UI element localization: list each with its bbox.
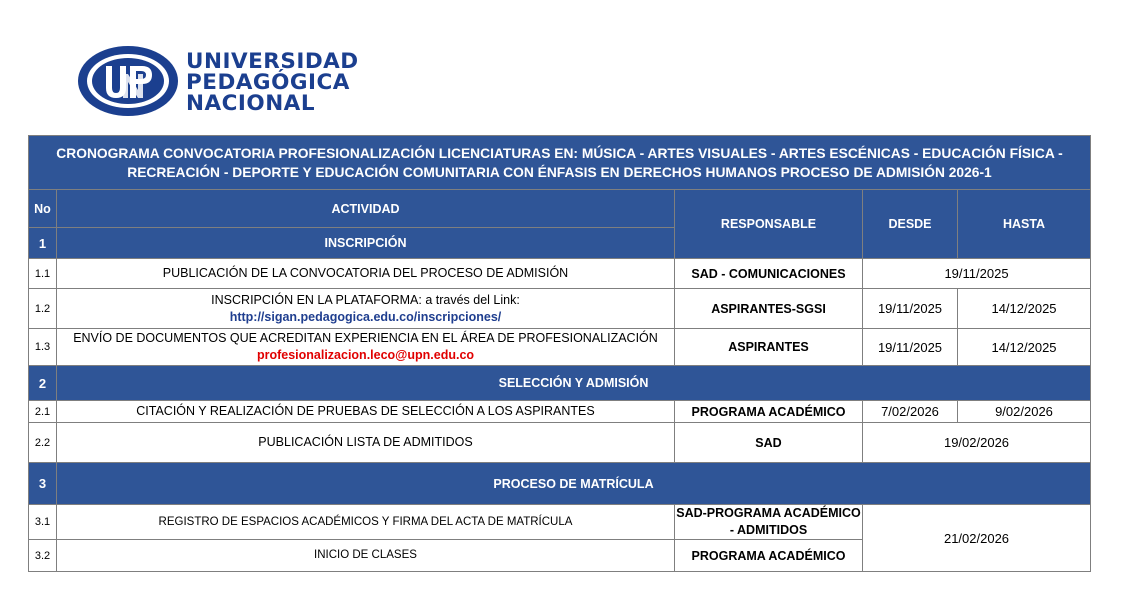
row-number: 2.2 bbox=[29, 423, 57, 463]
row-responsible: PROGRAMA ACADÉMICO bbox=[675, 401, 863, 423]
row-responsible-cont: - ADMITIDOS bbox=[729, 523, 808, 537]
table-row bbox=[29, 259, 1091, 289]
header-row bbox=[29, 190, 1091, 228]
row-number: 3.2 bbox=[29, 540, 57, 572]
registration-link[interactable]: http://sigan.pedagogica.edu.co/inscripciones/ bbox=[229, 309, 502, 324]
row-from-date: 7/02/2026 bbox=[863, 401, 958, 423]
row-number: 1.3 bbox=[29, 329, 57, 366]
table-row bbox=[29, 289, 1091, 329]
table-title bbox=[29, 136, 1091, 190]
row-number: 3.1 bbox=[29, 505, 57, 540]
section-row bbox=[29, 366, 1091, 401]
row-responsible: SAD bbox=[675, 423, 863, 463]
section-number: 1 bbox=[29, 228, 57, 259]
table-row bbox=[29, 423, 1091, 463]
shared-date: 21/02/2026 bbox=[863, 505, 1091, 572]
university-name bbox=[186, 51, 359, 114]
row-responsible: ASPIRANTES-SGSI bbox=[675, 289, 863, 329]
section-title: PROCESO DE MATRÍCULA bbox=[57, 463, 1091, 505]
row-activity: PUBLICACIÓN LISTA DE ADMITIDOS bbox=[57, 423, 675, 463]
section-row bbox=[29, 463, 1091, 505]
logo-line-1: UNIVERSIDAD bbox=[186, 49, 359, 74]
upn-emblem-icon bbox=[76, 44, 180, 118]
row-date: 19/11/2025 bbox=[863, 259, 1091, 289]
section-title: INSCRIPCIÓN bbox=[57, 228, 675, 259]
row-activity-cell bbox=[57, 289, 675, 329]
row-activity: CITACIÓN Y REALIZACIÓN DE PRUEBAS DE SELECCIÓN A LOS ASPIRANTES bbox=[57, 401, 675, 423]
row-responsible: SAD - COMUNICACIONES bbox=[675, 259, 863, 289]
row-responsible: SAD-PROGRAMA ACADÉMICO bbox=[676, 506, 861, 520]
row-activity: ENVÍO DE DOCUMENTOS QUE ACREDITAN EXPERIENCIA EN EL ÁREA DE PROFESIONALIZACIÓN bbox=[73, 331, 658, 345]
row-responsible: ASPIRANTES bbox=[675, 329, 863, 366]
row-activity: INSCRIPCIÓN EN LA PLATAFORMA: a través del Link: bbox=[211, 292, 520, 307]
header-desde: DESDE bbox=[863, 190, 958, 259]
header-responsable: RESPONSABLE bbox=[675, 190, 863, 259]
university-logo bbox=[76, 44, 396, 120]
schedule-table bbox=[28, 135, 1091, 572]
row-number: 1.2 bbox=[29, 289, 57, 329]
table-row bbox=[29, 505, 1091, 540]
logo-line-2: PEDAGÓGICA bbox=[186, 70, 350, 95]
section-number: 3 bbox=[29, 463, 57, 505]
section-title: SELECCIÓN Y ADMISIÓN bbox=[57, 366, 1091, 401]
title-line-1: CRONOGRAMA CONVOCATORIA PROFESIONALIZACIÓN LICENCIATURAS EN: MÚSICA - ARTES VISUALES - ARTES ESCÉNICAS - EDUCACIÓN FÍSICA - bbox=[56, 145, 1063, 161]
row-number: 2.1 bbox=[29, 401, 57, 423]
title-line-2: RECREACIÓN - DEPORTE Y EDUCACIÓN COMUNITARIA CON ÉNFASIS EN DERECHOS HUMANOS PROCESO DE ADMISIÓN 2026-1 bbox=[127, 164, 992, 180]
row-to-date: 14/12/2025 bbox=[958, 289, 1091, 329]
row-activity-cell bbox=[57, 329, 675, 366]
row-from-date: 19/11/2025 bbox=[863, 289, 958, 329]
header-actividad: ACTIVIDAD bbox=[57, 190, 675, 228]
row-activity: PUBLICACIÓN DE LA CONVOCATORIA DEL PROCESO DE ADMISIÓN bbox=[57, 259, 675, 289]
logo-line-3: NACIONAL bbox=[186, 91, 316, 116]
row-from-date: 19/11/2025 bbox=[863, 329, 958, 366]
header-no: No bbox=[29, 190, 57, 228]
table-title-row bbox=[29, 136, 1091, 190]
row-to-date: 9/02/2026 bbox=[958, 401, 1091, 423]
row-responsible: PROGRAMA ACADÉMICO bbox=[675, 540, 863, 572]
section-number: 2 bbox=[29, 366, 57, 401]
row-responsible-cell bbox=[675, 505, 863, 540]
header-hasta: HASTA bbox=[958, 190, 1091, 259]
row-to-date: 14/12/2025 bbox=[958, 329, 1091, 366]
row-activity: REGISTRO DE ESPACIOS ACADÉMICOS Y FIRMA DEL ACTA DE MATRÍCULA bbox=[57, 505, 675, 540]
contact-email-link[interactable]: profesionalizacion.leco@upn.edu.co bbox=[256, 348, 475, 362]
row-activity: INICIO DE CLASES bbox=[57, 540, 675, 572]
table-row bbox=[29, 329, 1091, 366]
row-date: 19/02/2026 bbox=[863, 423, 1091, 463]
table-row bbox=[29, 401, 1091, 423]
row-number: 1.1 bbox=[29, 259, 57, 289]
